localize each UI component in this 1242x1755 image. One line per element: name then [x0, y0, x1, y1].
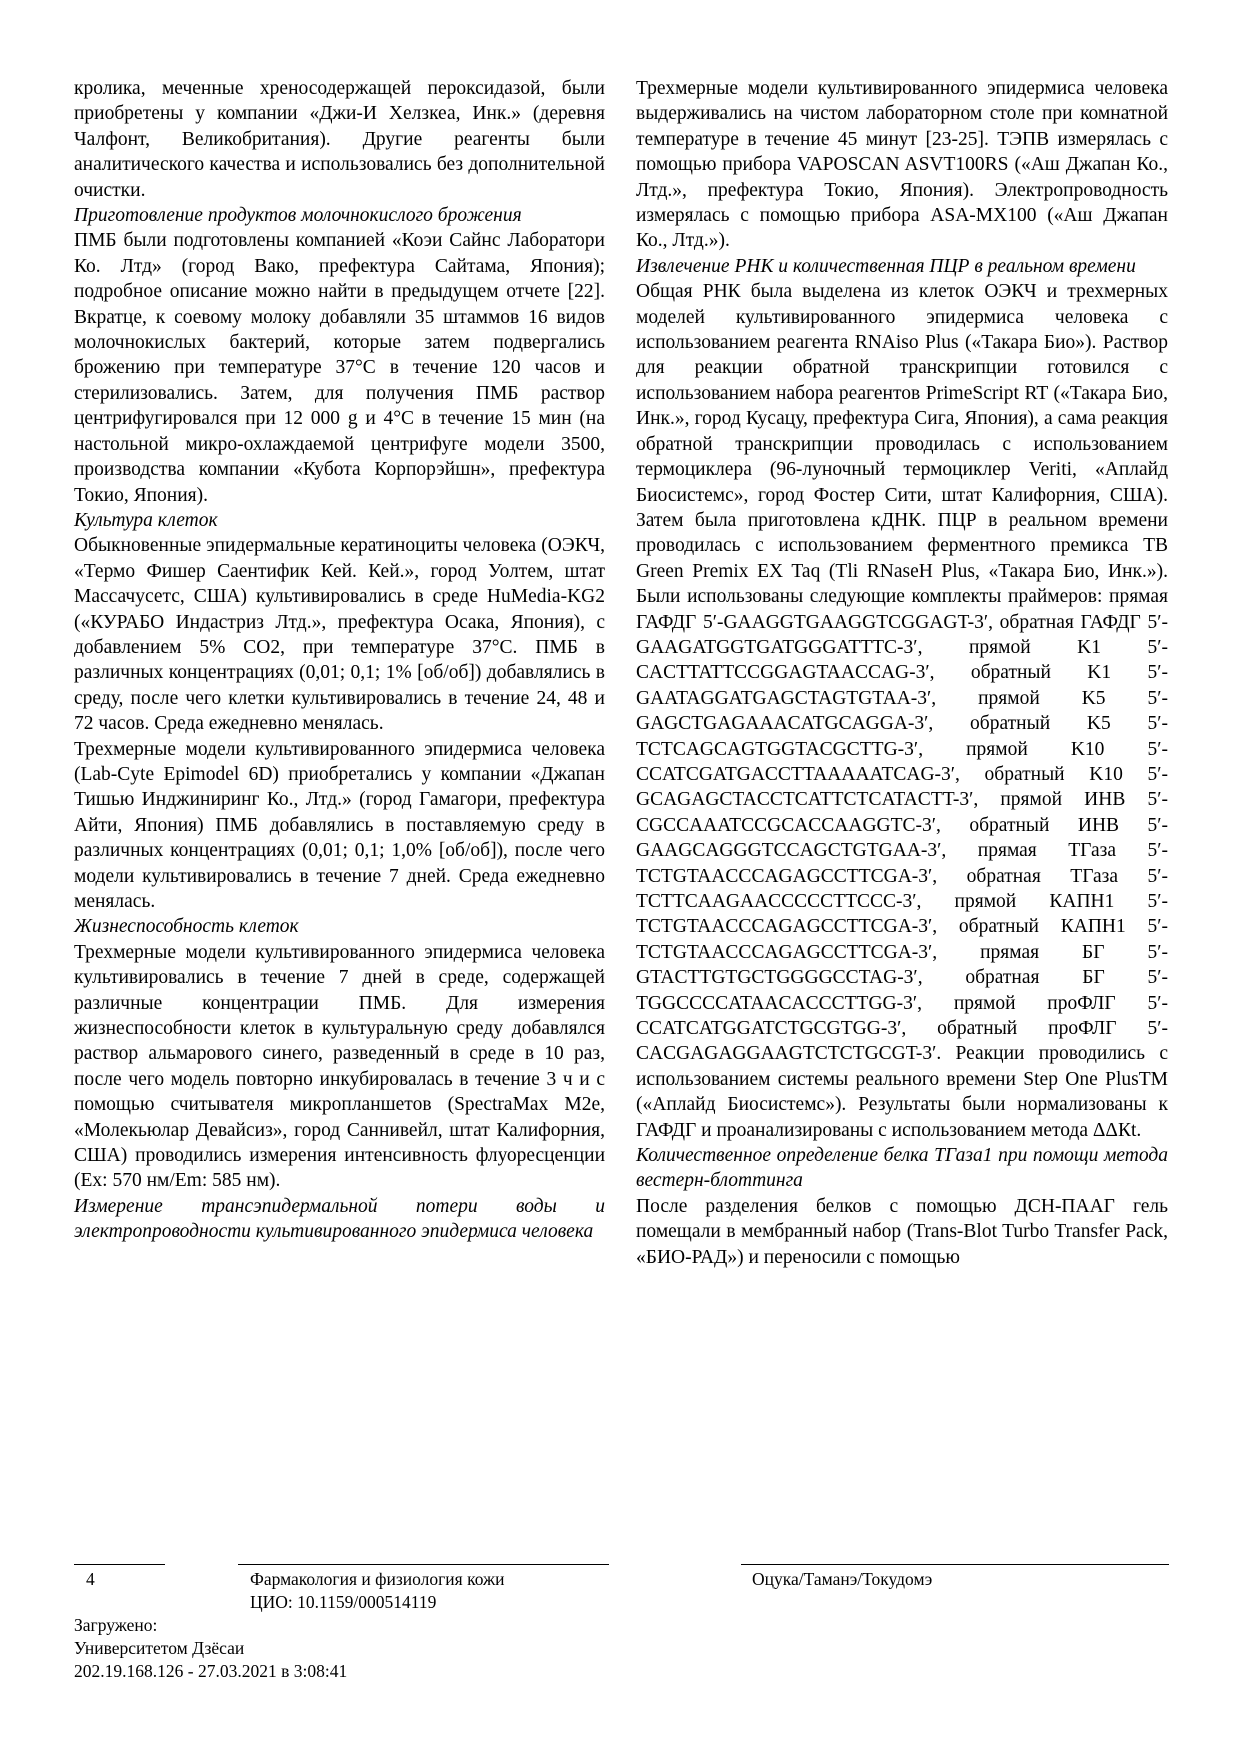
right-column — [636, 76, 1168, 1270]
footer-rule-left — [74, 1564, 165, 1565]
journal-info — [250, 1568, 504, 1614]
download-stamp — [74, 1614, 347, 1683]
page-number: 4 — [86, 1569, 95, 1589]
heading-lactic-fermentation: Приготовление продуктов молочнокислого брожения — [74, 205, 522, 227]
paragraph-3d-models: Трехмерные модели культивированного эпидермиса человека (Lab-Cyte Epimodel 6D) приобретались у компании «Джапан Тишью Инджиниринг Ко., Лтд.» (город Гамагори, префектура Айти, Япония) ПМБ добавлялись в поставляемую среду в различных концентрациях (0,01; 0,1; 1,0% [об/об]), после чего модели культивировались в течение 7 дней. Среда ежедневно менялась. — [74, 738, 605, 912]
heading-cell-viability: Жизнеспособность клеток — [74, 916, 299, 938]
paragraph-tewl-method: Трехмерные модели культивированного эпидермиса человека выдерживались на чистом лабораторном столе при комнатной температуре в течение 45 минут [23-25]. ТЭПВ измерялась с помощью прибора VAPOSCAN ASVT100RS («Аш Джапан Ко., Лтд.», префектура Токио, Япония). Электропроводность измерялась с помощью прибора ASA-MX100 («Аш Джапан Ко., Лтд.»). — [636, 78, 1168, 252]
heading-western-blot: Количественное определение белка ТГаза1 при помощи метода вестерн-блоттинга — [636, 1145, 1168, 1192]
doi: ЦИО: 10.1159/000514119 — [250, 1592, 437, 1612]
left-column — [74, 76, 605, 1245]
heading-tewl-measurement: Измерение трансэпидермальной потери воды и электропроводности культивированного эпидермиса человека — [74, 1195, 605, 1243]
paragraph-western-blot: После разделения белков с помощью ДСН-ПААГ гель помещали в мембранный набор (Trans-Blot Turbo Transfer Pack, «БИО-РАД») и переносили с помощью — [636, 1195, 1168, 1268]
heading-cell-culture: Культура клеток — [74, 509, 218, 531]
journal-title: Фармакология и физиология кожи — [250, 1569, 505, 1589]
paragraph-keratinocytes: Обыкновенные эпидермальные кератиноциты человека (ОЭКЧ, «Термо Фишер Саентифик Кей. Кей.», город Уолтем, штат Массачусетс, США) культивировались в среде HuMedia-KG2 («КУРАБО Индастриз Лтд.», префектура Осака, Япония), с добавлением 5% CO2, при температуре 37°C. ПМБ в различных концентрациях (0,01; 0,1; 1% [об/об]) добавлялись в среду, после чего клетки культивировались в течение 24, 48 и 72 часов. Среда ежедневно менялась. — [74, 535, 605, 735]
heading-rna-pcr: Извлечение РНК и количественная ПЦР в реальном времени — [636, 255, 1136, 277]
download-ip-date: 202.19.168.126 - 27.03.2021 в 3:08:41 — [74, 1661, 348, 1681]
download-institution: Университетом Дзёсаи — [74, 1638, 245, 1658]
footer-rule-middle — [238, 1564, 609, 1565]
footer-rule-right — [741, 1564, 1169, 1565]
running-authors: Оцука/Таманэ/Токудомэ — [752, 1569, 933, 1589]
paragraph-cell-viability: Трехмерные модели культивированного эпидермиса человека культивировались в течение 7 дней в среде, содержащей различные концентрации ПМБ. Для измерения жизнеспособности клеток в культуральную среду добавлялся раствор альмарового синего, разведенный в среде в 10 раз, после чего модель повторно инкубировалась в течение 3 ч и с помощью считывателя микропланшетов (SpectraMax M2e, «Молекьюлар Девайсиз», город Саннивейл, штат Калифорния, США) проводились измерения интенсивность флуоресценции (Ex: 570 нм/Em: 585 нм). — [74, 941, 605, 1192]
paragraph-reagents-end: кролика, меченные хреносодержащей пероксидазой, были приобретены у компании «Джи-И Хелзкеа, Инк.» (деревня Чалфонт, Великобритания). Другие реагенты были аналитического качества и использовались без дополнительной очистки. — [74, 78, 605, 201]
download-label: Загружено: — [74, 1615, 158, 1635]
paragraph-rna-pcr: Общая РНК была выделена из клеток ОЭКЧ и трехмерных моделей культивированного эпидермиса человека с использованием реагента RNAiso Plus («Такара Био»). Раствор для реакции обратной транскрипции готовился с использованием набора реагентов PrimeScript RT («Такара Био, Инк.», город Кусацу, префектура Сига, Япония), а сама реакция обратной транскрипции проводилась с использованием термоциклера (96-луночный термоциклер Veriti, «Аплайд Биосистемс», город Фостер Сити, штат Калифорния, США). Затем была приготовлена кДНК. ПЦР в реальном времени проводилась с использованием ферментного премикса TB Green Premix EX Taq (Tli RNaseH Plus, «Такара Био, Инк.»). Были использованы следующие комплекты праймеров: прямая ГАФДГ 5′-GAAGGTGAAGGTCGGAGT-3′, обратная ГАФДГ 5′-GAAGATGGTGATGGGATTTC-3′, прямой K1 5′-CACTTATTCCGGAGTAACCAG-3′, обратный K1 5′-GAATAGGATGAGCTAGTGTAA-3′, прямой K5 5′-GAGCTGAGAAACATGCAGGA-3′, обратный K5 5′-TCTCAGCAGTGGTACGCTTG-3′, прямой K10 5′-CCATCGATGACCTTAAAAATCAG-3′, обратный K10 5′-GCAGAGCTACCTCATTCTCATACTT-3′, прямой ИНВ 5′-CGCCAAATCCGCACCAAGGTC-3′, обратный ИНВ 5′-GAAGCAGGGTCCAGCTGTGAA-3′, прямая ТГаза 5′-TCTGTAACCCAGAGCCTTCGA-3′, обратная ТГаза 5′-TCTTCAAGAACCCCCTTCCC-3′, прямой КАПН1 5′-TCTGTAACCCAGAGCCTTCGA-3′, обратный КАПН1 5′-TCTGTAACCCAGAGCCTTCGA-3′, прямая БГ 5′-GTACTTGTGCTGGGGCCTAG-3′, обратная БГ 5′-TGGCCCCATAACACCCTTGG-3′, прямой проФЛГ 5′-CCATCATGGATCTGCGTGG-3′, обратный проФЛГ 5′-CACGAGAGGAAGTCTCTGCGT-3′. Реакции проводились с использованием системы реального времени Step One PlusTM («Аплайд Биосистемс»). Результаты были нормализованы к ГАФДГ и проанализированы с использованием метода ΔΔКt. — [636, 281, 1168, 1141]
paragraph-lactic-fermentation: ПМБ были подготовлены компанией «Коэи Сайнс Лаборатори Ко. Лтд» (город Вако, префектура Сайтама, Япония); подробное описание можно найти в предыдущем отчете [22]. Вкратце, к соевому молоку добавляли 35 штаммов 16 видов молочнокислых бактерий, которые затем подвергались брожению при температуре 37°C в течение 120 часов и стерилизовались. Затем, для получения ПМБ раствор центрифугировался при 12 000 g и 4°C в течение 15 мин (на настольной микро-охлаждаемой центрифуге модели 3500, производства компании «Кубота Корпорэйшн», префектура Токио, Япония). — [74, 230, 605, 506]
